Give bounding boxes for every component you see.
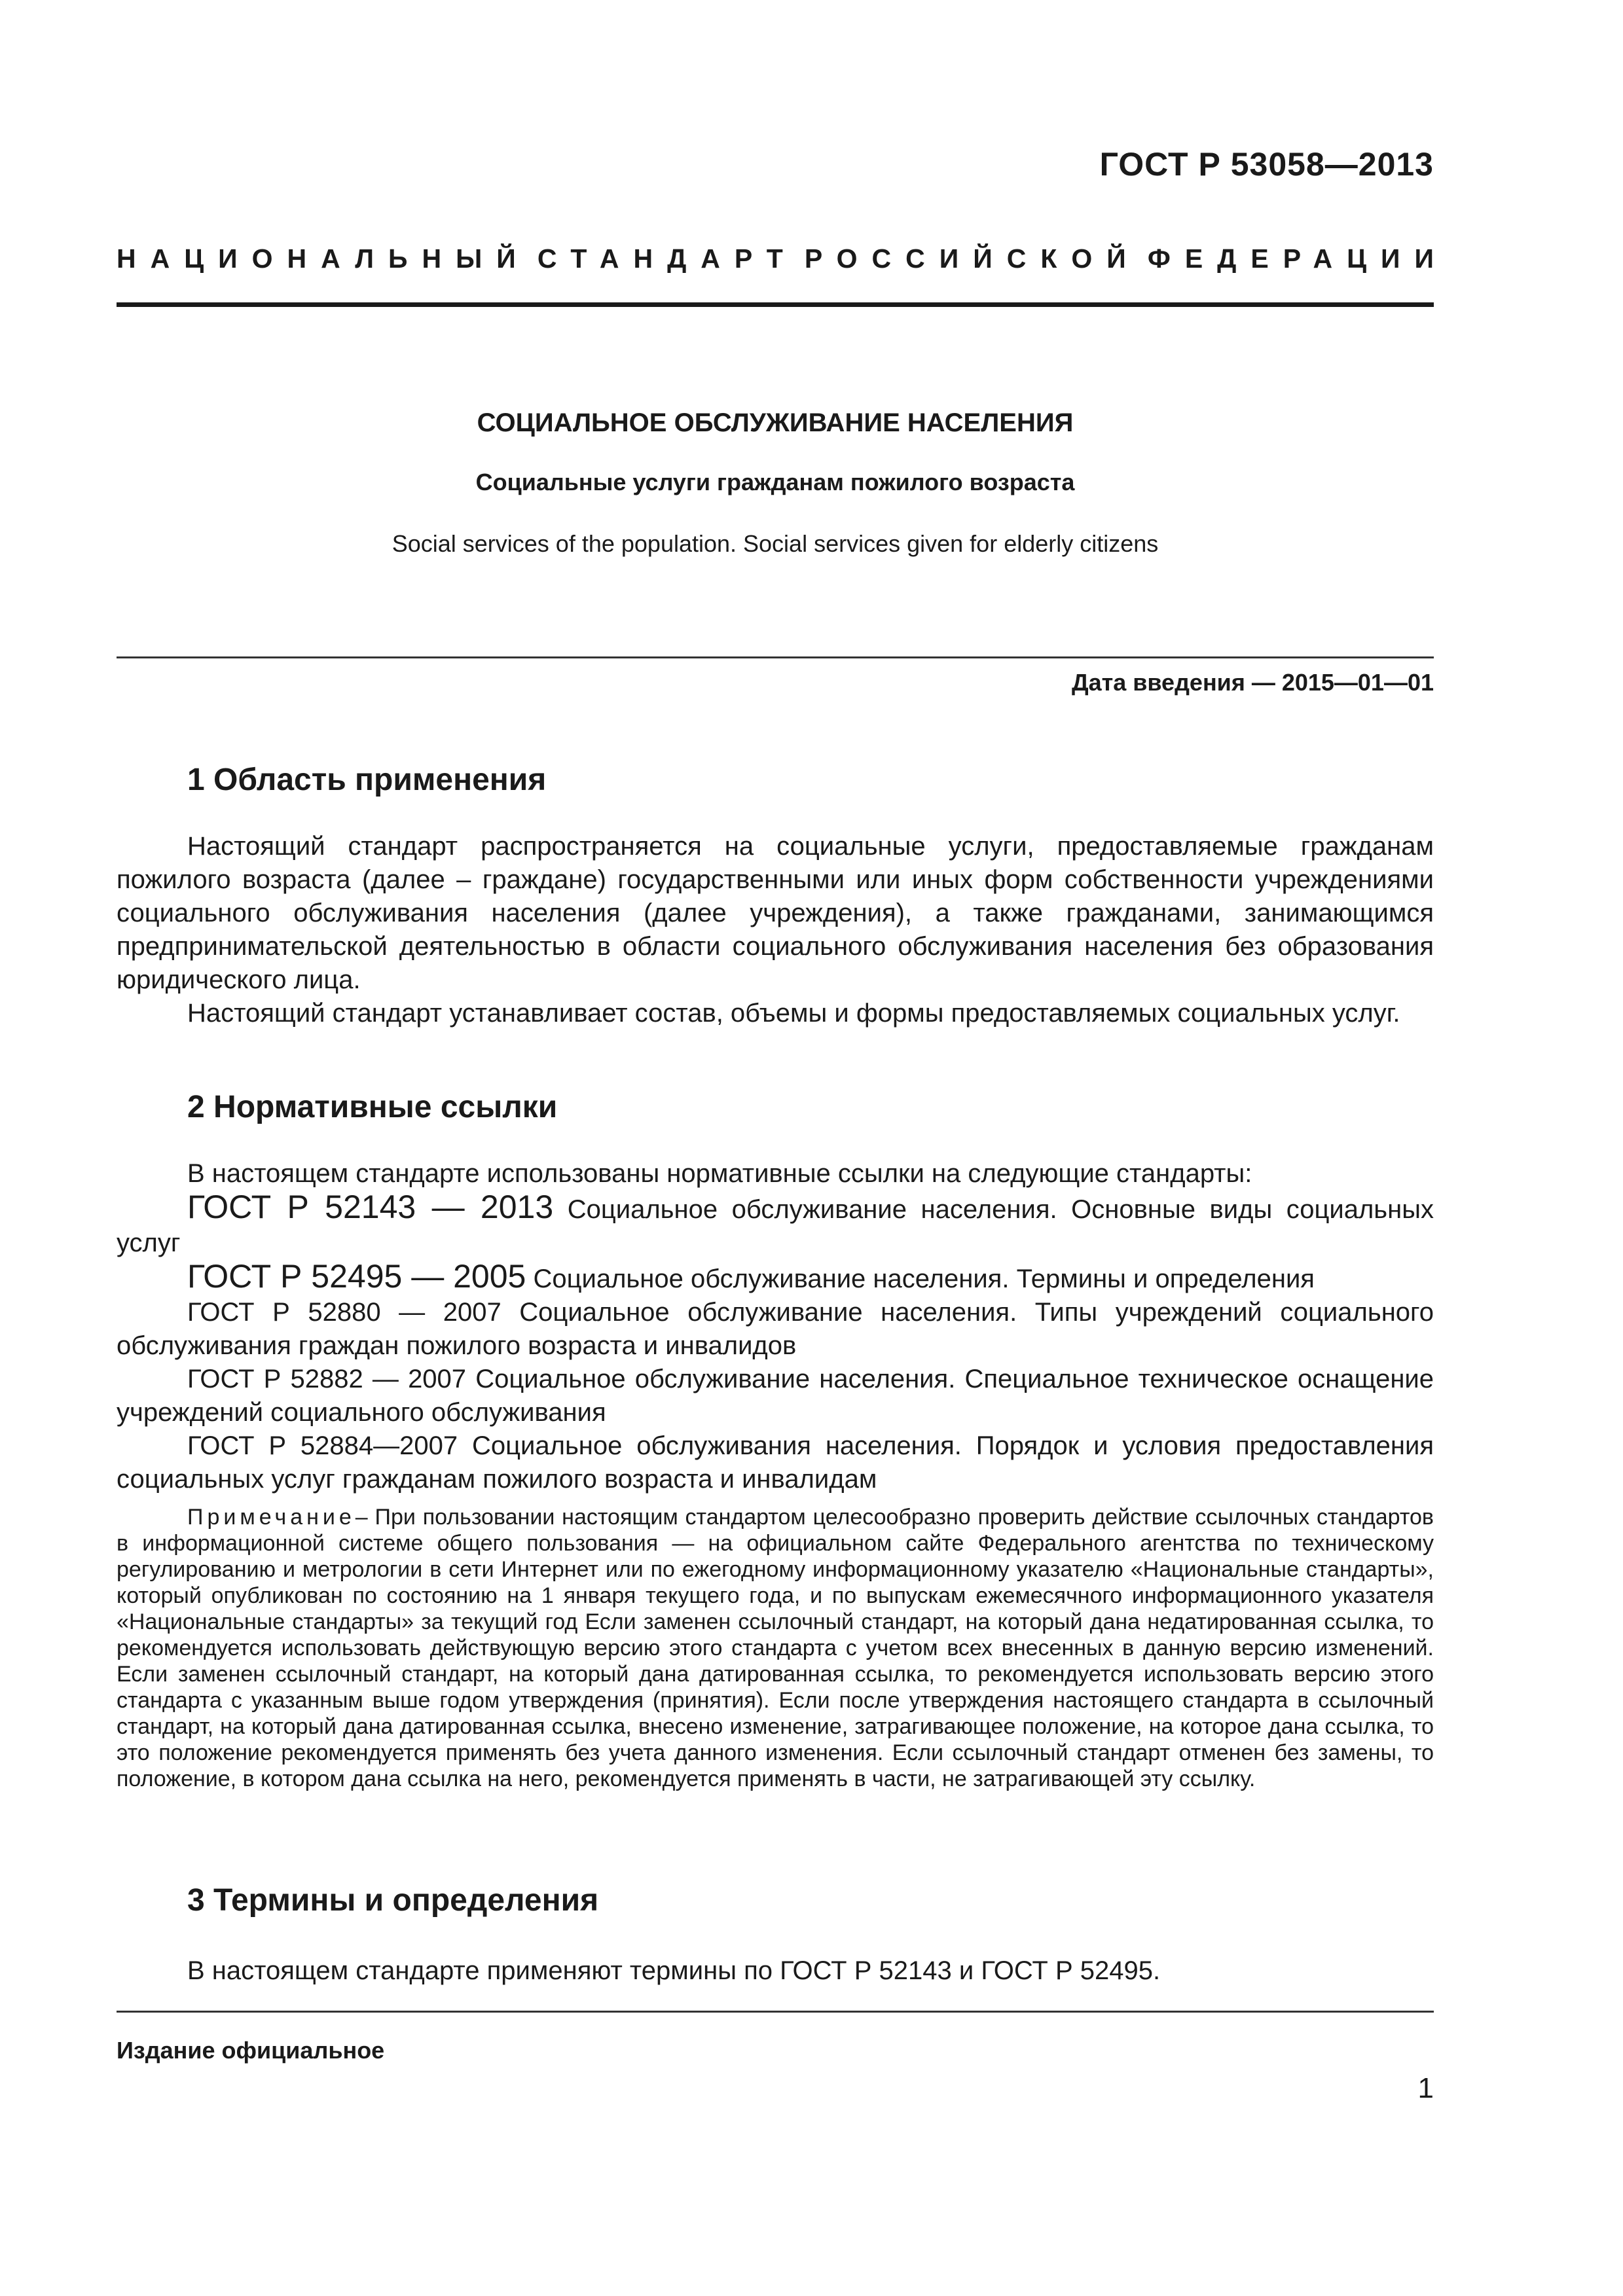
reference-item	[117, 1296, 1434, 1363]
note-label: Примечание	[187, 1505, 356, 1530]
reference-item	[117, 1191, 1434, 1260]
title-rule	[117, 656, 1434, 658]
banner-word-2: СТАНДАРТ	[537, 243, 797, 274]
standard-designation: ГОСТ Р 53058—2013	[1099, 146, 1434, 183]
national-standard-banner	[117, 243, 1448, 274]
reference-title: Социальное обслуживания населения. Порядок и условия предоставления социальных услуг гражданам пожилого возраста и инвалидам	[117, 1431, 1434, 1494]
reference-item	[117, 1363, 1434, 1429]
section-3-paragraph-1: В настоящем стандарте применяют термины по ГОСТ Р 52143 и ГОСТ Р 52495.	[187, 1956, 1161, 1985]
note-text: – При пользовании настоящим стандартом целесообразно проверить действие ссылочных стандартов в информационной системе общего пользования — на официальном сайте Федерального агентства по техническому регулированию и метрологии в сети Интернет или по ежегодному информационному указателю «Национальные стандарты», который опубликован по состоянию на 1 января текущего года, и по выпускам ежемесячного информационного указателя «Национальные стандарты» за текущий год Если заменен ссылочный стандарт, на который дана недатированная ссылка, то рекомендуется использовать действующую версию этого стандарта с учетом всех внесенных в данную версию изменений. Если заменен ссылочный стандарт, на который дана датированная ссылка, то рекомендуется использовать версию этого стандарта с указанным выше годом утверждения (принятия). Если после утверждения настоящего стандарта в ссылочный стандарт, на который дана датированная ссылка, внесено изменение, затрагивающее положение, на которое дана ссылка, то это положение рекомендуется применять без учета данного изменения. Если ссылочный стандарт отменен без замены, то положение, в котором дана ссылка на него, рекомендуется применять в части, не затрагивающей эту ссылку.	[117, 1505, 1434, 1791]
reference-title: Социальное обслуживание населения. Основные виды социальных услуг	[117, 1195, 1434, 1257]
section-1-body	[117, 830, 1434, 1030]
reference-code: ГОСТ Р 52882 — 2007	[187, 1365, 467, 1393]
document-title: СОЦИАЛЬНОЕ ОБСЛУЖИВАНИЕ НАСЕЛЕНИЯ	[477, 408, 1074, 437]
section-2-intro: В настоящем стандарте использованы нормативные ссылки на следующие стандарты:	[187, 1159, 1252, 1188]
note-paragraph	[117, 1504, 1434, 1792]
footer-rule	[117, 2011, 1434, 2013]
section-2-heading: 2 Нормативные ссылки	[187, 1090, 558, 1124]
banner-word-3: РОССИЙСКОЙ	[804, 243, 1140, 274]
section-2-body	[117, 1157, 1434, 1496]
official-edition-label: Издание официальное	[117, 2037, 385, 2064]
section-1-paragraph-2: Настоящий стандарт устанавливает состав, объемы и формы предоставляемых социальных услуг.	[187, 999, 1400, 1028]
reference-code: ГОСТ Р 52143 — 2013	[187, 1189, 554, 1225]
reference-title: Социальное обслуживание населения. Типы учреждений социального обслуживания граждан пожилого возраста и инвалидов	[117, 1298, 1434, 1360]
section-1-paragraph-1: Настоящий стандарт распространяется на социальные услуги, предоставляемые гражданам пожилого возраста (далее – граждане) государственными или иных форм собственности учреждениями социального обслуживания населения (далее учреждения), а также гражданами, занимающимся предпринимательской деятельностью в области социального обслуживания населения без образования юридического лица.	[117, 832, 1434, 994]
banner-word-1: НАЦИОНАЛЬНЫЙ	[117, 243, 530, 274]
document-title-english: Social services of the population. Social services given for elderly citizens	[392, 530, 1159, 557]
reference-code: ГОСТ Р 52495 — 2005	[187, 1258, 526, 1295]
reference-item	[117, 1260, 1434, 1296]
reference-code: ГОСТ Р 52880 — 2007	[187, 1298, 501, 1327]
section-1-heading: 1 Область применения	[187, 762, 547, 797]
references-note	[117, 1504, 1434, 1792]
reference-title: Социальное обслуживание населения. Специальное техническое оснащение учреждений социального обслуживания	[117, 1365, 1434, 1427]
reference-code: ГОСТ Р 52884—2007	[187, 1431, 458, 1460]
section-3-heading: 3 Термины и определения	[187, 1883, 599, 1918]
page-number: 1	[1417, 2072, 1434, 2104]
section-3-body	[117, 1954, 1434, 1988]
introduction-date: Дата введения — 2015—01—01	[1071, 669, 1434, 696]
document-subtitle: Социальные услуги гражданам пожилого возраста	[475, 469, 1075, 495]
header-rule	[117, 302, 1434, 307]
banner-word-4: ФЕДЕРАЦИИ	[1147, 243, 1448, 274]
reference-item	[117, 1429, 1434, 1496]
reference-title: Социальное обслуживание населения. Термины и определения	[526, 1265, 1315, 1293]
